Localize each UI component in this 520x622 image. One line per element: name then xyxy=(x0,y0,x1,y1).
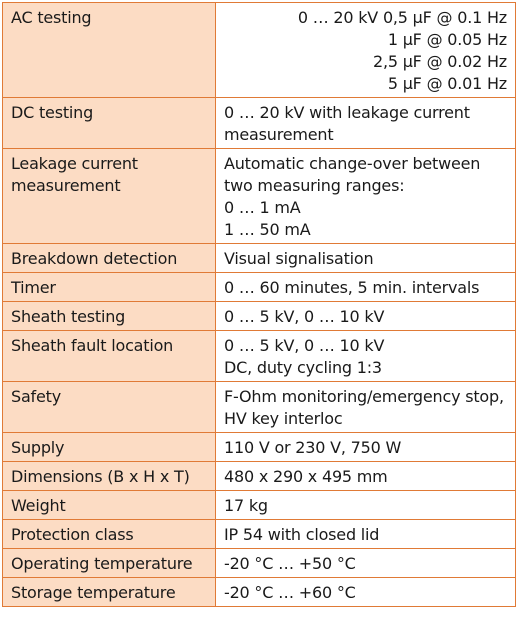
spec-value-cell xyxy=(216,331,516,382)
spec-row xyxy=(3,382,516,433)
spec-value: F-Ohm monitoring/emergency stop, xyxy=(224,387,504,406)
spec-row xyxy=(3,244,516,273)
spec-value: 110 V or 230 V, 750 W xyxy=(224,438,402,457)
spec-value: 2,5 µF @ 0.02 Hz xyxy=(372,52,507,71)
spec-label-cell xyxy=(3,149,216,244)
spec-value: 0 … 20 kV 0,5 µF @ 0.1 Hz xyxy=(297,8,507,27)
spec-value: 0 … 60 minutes, 5 min. intervals xyxy=(224,278,480,297)
spec-value-cell xyxy=(216,462,516,491)
spec-row xyxy=(3,491,516,520)
spec-row xyxy=(3,273,516,302)
spec-label: Timer xyxy=(11,278,56,297)
spec-label-cell xyxy=(3,302,216,331)
spec-row xyxy=(3,149,516,244)
spec-label-cell xyxy=(3,331,216,382)
specifications-table-body xyxy=(3,3,516,607)
spec-row xyxy=(3,302,516,331)
spec-value-cell xyxy=(216,3,516,98)
spec-value-cell xyxy=(216,491,516,520)
spec-row xyxy=(3,331,516,382)
spec-row xyxy=(3,520,516,549)
spec-label-cell xyxy=(3,578,216,607)
spec-value-cell xyxy=(216,273,516,302)
spec-value-cell xyxy=(216,549,516,578)
spec-value: 0 … 5 kV, 0 … 10 kV xyxy=(224,307,385,326)
spec-value: 0 … 5 kV, 0 … 10 kV xyxy=(224,336,385,355)
spec-label-cell xyxy=(3,520,216,549)
spec-label-cell xyxy=(3,273,216,302)
spec-value-cell xyxy=(216,244,516,273)
spec-value: 17 kg xyxy=(224,496,268,515)
spec-value-cell xyxy=(216,98,516,149)
spec-label: Operating temperature xyxy=(11,554,193,573)
spec-value-cell xyxy=(216,578,516,607)
spec-value: IP 54 with closed lid xyxy=(224,525,380,544)
spec-row xyxy=(3,462,516,491)
spec-row xyxy=(3,578,516,607)
spec-label: Breakdown detection xyxy=(11,249,178,268)
spec-value: HV key interloc xyxy=(224,409,343,428)
spec-label: AC testing xyxy=(11,8,92,27)
spec-label-cell xyxy=(3,549,216,578)
spec-label: Sheath fault location xyxy=(11,336,174,355)
spec-label-cell xyxy=(3,3,216,98)
spec-value: Visual signalisation xyxy=(224,249,374,268)
spec-value: DC, duty cycling 1:3 xyxy=(224,358,382,377)
spec-value: -20 °C … +50 °C xyxy=(224,554,356,573)
specifications-table xyxy=(2,2,516,607)
spec-row xyxy=(3,98,516,149)
spec-value: 0 … 20 kV with leakage current xyxy=(224,103,470,122)
spec-value-cell xyxy=(216,302,516,331)
spec-value: 0 … 1 mA xyxy=(224,198,301,217)
spec-value: two measuring ranges: xyxy=(224,176,405,195)
spec-value: 1 µF @ 0.05 Hz xyxy=(387,30,507,49)
spec-label: Dimensions (B x H x T) xyxy=(11,467,190,486)
spec-label: Storage temperature xyxy=(11,583,176,602)
spec-label-cell xyxy=(3,433,216,462)
spec-label-cell xyxy=(3,244,216,273)
spec-label-cell xyxy=(3,382,216,433)
spec-value-cell xyxy=(216,382,516,433)
spec-value-cell xyxy=(216,433,516,462)
spec-value: -20 °C … +60 °C xyxy=(224,583,356,602)
spec-label-cell xyxy=(3,491,216,520)
spec-row xyxy=(3,433,516,462)
spec-value: Automatic change-over between xyxy=(224,154,481,173)
spec-row xyxy=(3,549,516,578)
spec-label-cell xyxy=(3,462,216,491)
spec-label: DC testing xyxy=(11,103,94,122)
spec-value: 480 x 290 x 495 mm xyxy=(224,467,388,486)
spec-label: measurement xyxy=(11,176,121,195)
spec-row xyxy=(3,3,516,98)
spec-value-cell xyxy=(216,520,516,549)
spec-label: Supply xyxy=(11,438,65,457)
spec-label: Weight xyxy=(11,496,66,515)
spec-value: 5 µF @ 0.01 Hz xyxy=(387,74,507,93)
spec-label: Sheath testing xyxy=(11,307,126,326)
spec-value-cell xyxy=(216,149,516,244)
spec-label: Leakage current xyxy=(11,154,138,173)
spec-value: measurement xyxy=(224,125,334,144)
spec-label: Safety xyxy=(11,387,61,406)
spec-label-cell xyxy=(3,98,216,149)
spec-label: Protection class xyxy=(11,525,134,544)
spec-value: 1 … 50 mA xyxy=(224,220,311,239)
